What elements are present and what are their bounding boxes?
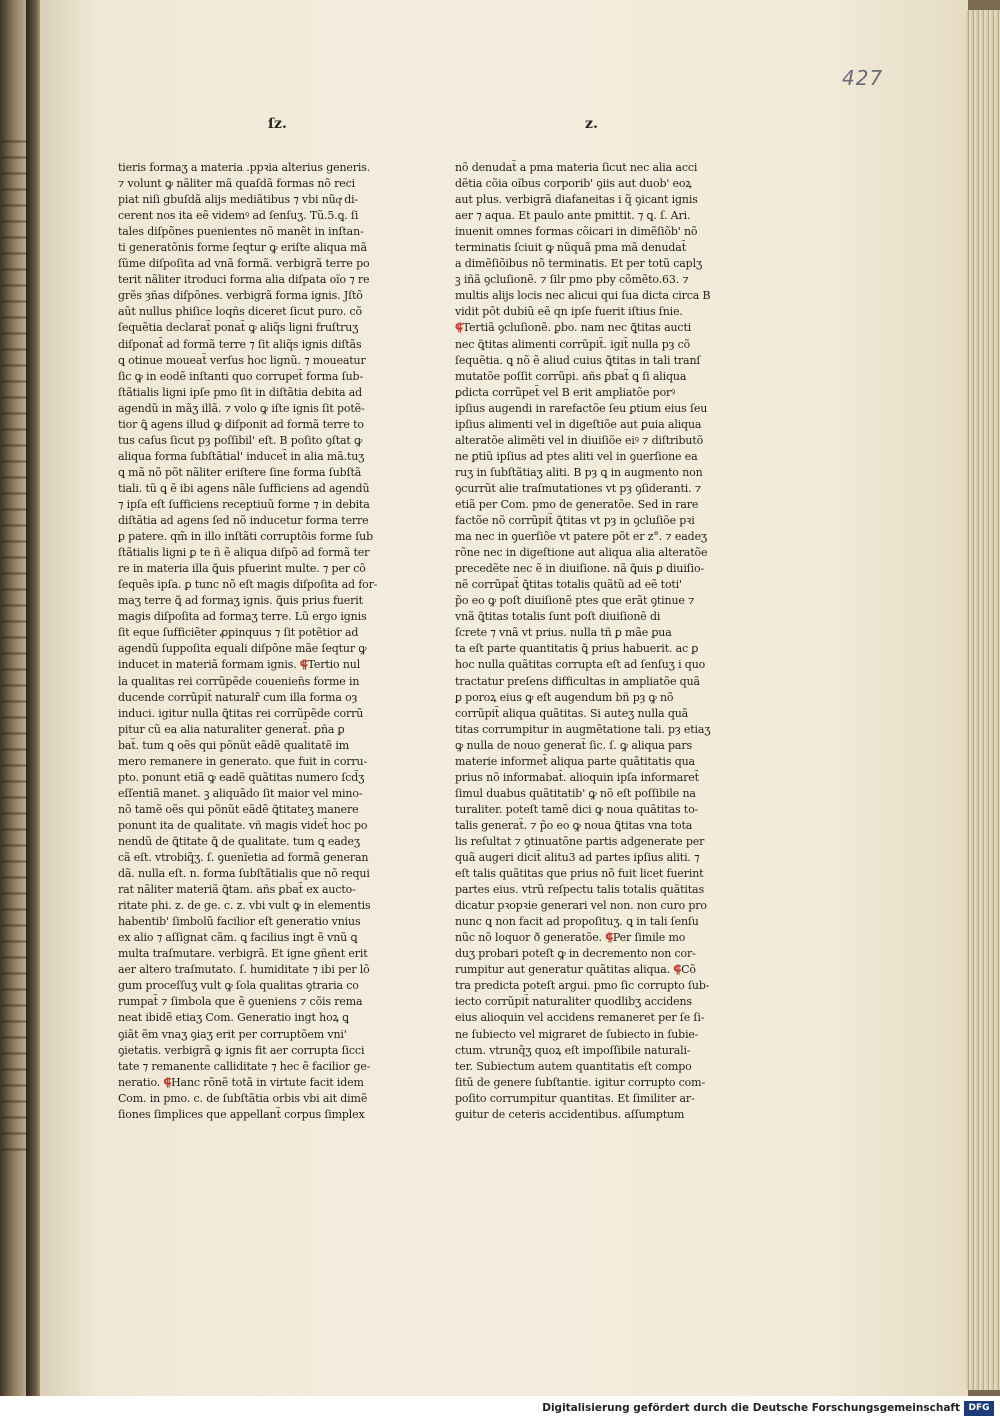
right-column-line: poſito corrumpitur quantitas. Et ſimiliter ar- [455,1091,695,1105]
left-column-line: ex alio ⁊ aſſignat cãm. ꝗ facilius ingt ẽ vnũ ꝗ [118,931,358,945]
left-column-line: ſit eque ſufficiẽter ꝓpinquus ⁊ ſit potẽtior ad [118,626,359,640]
right-column-line: eſt talis quãtitas que prius nõ fuit licet fuerint [455,867,704,881]
right-column-line: duʒ probari poteſt ꝙ in decremento non cor- [455,947,696,961]
right-column-line: prius nõ informabat̃. alioquin ipſa informaret̃ [455,770,699,784]
right-column-line: tractatur preſens difficultas in ampliatõe quã [455,674,700,688]
right-column-line: ne ſubiecto vel migraret de ſubiecto in ſubie- [455,1027,699,1041]
running-head-right: z. [585,116,598,132]
right-column-line: nunc ꝗ non facit ad propoſituʒ. ꝗ in tali ſenſu [455,915,699,929]
left-column-line: ꝗ mã nõ põt nãliter eriſtere ſine forma ſubſtã [118,465,362,479]
left-column-line: neat ibidẽ etiaʒ Com. Generatio ingt hoꝝ ꝗ [118,1011,349,1025]
left-column-line: habentib' ſimbolũ facilior eſt generatio vnius [118,915,361,929]
left-column-line: ſtãtialis ligni ꝑ te ñ ẽ aliqua diſpõ ad formã ter [118,546,370,560]
left-column-line: tate ⁊ remanente calliditate ⁊ hec ẽ facilior ge- [118,1059,371,1073]
left-column-line: terit nãliter itroduci forma alia diſpata oĩo ⁊ re [118,273,370,287]
dfg-logo: DFG [964,1401,994,1416]
right-column-line: ꝑdicta corrũpet̃ vel B erit ampliatõe porꝰ [455,385,676,399]
left-column-line: agendũ in mãʒ illã. ⁊ volo ꝙ iſte ignis ſit potẽ- [118,401,365,415]
right-column-line: inuenit omnes formas cõicari in dimẽſiõb' nõ [455,225,698,239]
right-column-line: precedẽte nec ẽ in diuiſione. nã ꝗ̃uis ꝑ diuiſio- [455,562,705,576]
left-column-line: ꝗ otinue moueat̃ verſus hoc lignũ. ⁊ moueatur [118,353,366,367]
left-column-line: ti generatõnis forme ſeqtur ꝙ eriſte aliqua mã [118,241,367,255]
left-column-line: inducet in materiã formam ignis. ⸿Tertio nul [118,658,361,672]
right-column-line: tra predicta poteſt argui. pmo ſic corrupto ſub- [455,979,710,993]
rubric-following-text: Cõ [681,963,696,977]
left-column-line: tales diſpõnes puenientes nõ manẽt in inſtan- [118,225,364,239]
left-column-line: diſtãtia ad agens ſed nõ inducetur forma terre [118,514,369,528]
left-column-line: cerent nos ita eẽ videmꝰ ad ſenſuʒ. Tũ.5.ꝗ. ſi [118,209,359,223]
right-column-line: mutatõe poſſit corrũpi. añs ꝑbat̃ ꝗ ſi aliqua [455,369,687,383]
right-column-line: ma nec in ꝯuerſiõe vt patere põt er z°. ⁊ eadeʒ [455,530,707,544]
left-column-line: aliqua forma ſubſtãtial' inducet̃ in alia mã.tuʒ [118,449,365,463]
left-column-line: tior ꝗ̃ agens illud ꝙ diſponit ad formã terre to [118,417,364,431]
left-column-line: induci. igitur nulla ꝗ̃titas rei corrũpẽde corrũ [118,706,364,720]
left-column-line: ſtãtialis ligni ipſe pmo ſit in diſtãtia debita ad [118,385,363,399]
right-column-line: ſequẽtia. ꝗ nõ ẽ aliud cuius ꝗ̃titas in tali tranſ [455,353,701,367]
left-column-line: mero remanere in generato. que fuit in corru- [118,754,368,768]
right-column-line: dicatur pꝛopꝛie generari vel non. non curo pro [455,899,707,913]
right-column-line: ipſius augendi in rarefactõe ſeu ꝑtium eius ſeu [455,401,708,415]
right-column-line: multis alijs locis nec alicui qui ſua dicta circa B [455,289,711,303]
right-column-line: iecto corrũpit̃ naturaliter quodlibʒ accidens [455,995,692,1009]
right-column-line: nec ꝗ̃titas alimenti corrũpit̃. igit̃ nulla pȝ cõ [455,337,691,351]
right-column-line: materie informet̃ aliqua parte quãtitatis qua [455,754,695,768]
right-column-line: ꝙ nulla de nouo generat̃ ſic. ſ. ꝙ aliqua pars [455,738,692,752]
right-column-line: rumpitur aut generatur quãtitas aliqua. ⸿Cõ [455,963,696,977]
left-column-line: cã eſt. vtrobiq̃ʒ. ſ. ꝯuenĩetia ad formã generan [118,851,369,865]
right-column-line: nõ denudat̃ a pma materia ſicut nec alia acci [455,161,698,174]
left-column-line: eſſentiã manet. ꝫ aliquãdo ſit maior vel mino- [118,786,363,800]
right-column-line: nẽ corrũpat̃ ꝗ̃titas totalis quãtũ ad eẽ toti' [455,578,682,592]
running-head-left: ſz. [268,116,287,132]
right-column-line: guitur de ceteris accidentibus. aſſumptum [455,1107,685,1121]
right-column-line: ruʒ in ſubſtãtiaʒ aliti. B pȝ ꝗ in augmento non [455,465,703,479]
right-column-line: aer ⁊ aqua. Et paulo ante pmittit. ⁊ ꝗ. ſ. Ari. [455,209,691,223]
left-column-line: multa traſmutare. verbigrã. Et igne gñent erit [118,947,368,961]
left-column-line: dã. nulla eſt. n. forma ſubſtãtialis que nõ requi [118,867,370,881]
right-column-line: vnã ꝗ̃titas totalis ſunt poſt diuiſionẽ di [455,610,661,624]
rubric-following-text: Per ſimile mo [612,931,686,945]
right-column-line: ne ꝑtiũ ipſius ad ptes aliti vel in ꝯuerſione ea [455,449,698,463]
left-column-line: grẽs ȝñas diſpõnes. verbigrã forma ignis. Jſtõ [118,289,363,303]
right-column-line: dẽtia cõia oĩbus corporib' ꝯiis aut duob' eoꝝ [455,177,692,191]
left-column-line: ꝯietatis. verbigrã ꝙ ignis fit aer corrupta ſicci [118,1043,365,1057]
text-column-left [118,160,440,1123]
rubric-following-text: Hanc rõnẽ totã in virtute facit idem [171,1075,364,1089]
right-column-line: titas corrumpitur in augmẽtatione tali. pȝ etiaʒ [455,722,711,736]
left-column-line: ⁊ volunt ꝙ nãliter mã quaſdã formas nõ reci [118,177,355,191]
right-column-line: ꝑ poroꝝ eius ꝙ eſt augendum bñ pȝ ꝙ nõ [455,690,674,704]
left-column-line: pto. ponunt etiã ꝙ eadẽ quãtitas numero ſcd̃ʒ [118,770,365,784]
left-column-line: bat̃. tum ꝗ oẽs qui põnũt eãdẽ qualitatẽ im [118,738,349,752]
rubric-paragraph-mark: ⸿ [673,963,682,977]
left-column-line: aũt nullus phiſice loqñs diceret ſicut puro. cõ [118,305,363,319]
right-column-line: ſimul duabus quãtitatib' ꝙ nõ eſt poſſibile na [455,786,696,800]
right-column-line: ta eſt parte quantitatis ꝗ̃ prius habuerit. ac ꝑ [455,642,699,656]
folio-number: 427 [842,66,884,90]
rubric-paragraph-mark: ⸿ [605,931,613,945]
footer-bar [0,1396,1000,1422]
left-column-line: re in materia illa ꝗ̃uis pfuerint multe. ⁊ per cõ [118,562,366,576]
right-column-line: etiã per Com. pmo de generatõe. Sed in rare [455,497,699,511]
left-column-line: tiali. tũ ꝗ ẽ ibi agens nãle ſufficiens ad agendũ [118,481,370,495]
right-column-line: turaliter. poteſt tamẽ dici ꝙ noua quãtitas to- [455,802,699,816]
left-column-line: ꝑ patere. qm̃ in illo inſtãti corruptõis forme ſub [118,530,373,544]
left-column-line: ꝯiãt ẽm vnaʒ ꝯiaʒ erit per corruptõem vni' [118,1027,347,1041]
left-column-line: tieris formaʒ a materia .ppꝛia alterius generis. [118,161,371,174]
left-column-line: ritate phi. z. de ge. c. z. vbi vult ꝙ in elementis [118,899,371,913]
right-column-line: vidit põt dubiũ eẽ qn ipſe fuerit iſtius ſnie. [455,305,683,319]
right-column-line: eius alioquin vel accidens remaneret per ſe ſi- [455,1011,705,1025]
right-column-line: ⸿Tertiã ꝯcluſionẽ. ꝑbo. nam nec ꝗ̃titas aucti [455,321,692,335]
left-column-line: agendũ ſuppoſita equali diſpõne mãe ſeqtur ꝙ [118,642,367,656]
left-column-line: nõ tamẽ oẽs qui põnũt eãdẽ ꝗ̃titateʒ manere [118,802,359,816]
left-column-line: rat nãliter materiã ꝗ̃tam. añs ꝑbat̃ ex aucto- [118,883,356,897]
left-column-line: ſequẽs ipſa. ꝑ tunc nõ eſt magis diſpoſita ad for- [118,578,378,592]
left-column-line: gum proceſſuʒ vult ꝙ ſola qualitas ꝯtraria co [118,979,359,993]
left-column-line: diſponat̃ ad formã terre ⁊ ſit aliq̃s ignis diſtãs [118,337,362,351]
right-column-line: partes eius. vtrũ reſpectu talis totalis quãtitas [455,883,704,897]
rubric-paragraph-mark: ⸿ [299,658,308,672]
left-column-line: ducende corrũpit̃ naturalr̃ cum illa forma oȝ [118,690,358,704]
left-column-line: ſic ꝙ in eodẽ inſtanti quo corrupet̃ forma ſub- [118,369,364,383]
page-edges [966,10,1000,1390]
right-column-line: ſcrete ⁊ vnã vt prius. nulla tñ ꝑ mãe ꝑua [455,626,672,640]
left-column-line: nendũ de ꝗ̃titate ꝗ̃ de qualitate. tum ꝗ eadeʒ [118,834,360,848]
right-column-line: talis generat̃. ⁊ p̃o eo ꝙ noua ꝗ̃titas vna tota [455,818,693,832]
rubric-paragraph-mark: ⸿ [455,321,463,335]
right-column-line: ipſius alimenti vel in digeſtiõe aut ꝑuia aliqua [455,417,702,431]
right-column-line: p̃o eo ꝙ poſt diuiſionẽ ptes que erãt ꝯtinue ⁊ [455,594,695,608]
right-column-line: hoc nulla quãtitas corrupta eſt ad ſenſuʒ i quo [455,658,706,672]
right-column-line: rõne nec in digeſtione aut aliqua alia alteratõe [455,546,708,560]
right-column-line: quã augeri dicit̃ alitu3 ad partes ipſius aliti. ⁊ [455,851,700,865]
right-column-line: terminatis ſciuit ꝙ nũquã pma mã denudat̃ [455,241,686,255]
right-column-line: ꝫ iñã ꝯcluſionẽ. ⁊ ſilr pmo pby cõmẽto.63. ⁊ [455,273,689,287]
left-column-line: pitur cũ ea alia naturaliter generat̃. ꝑña ꝑ [118,722,345,736]
right-column-line: corrũpit̃ aliqua quãtitas. Si auteʒ nulla quã [455,706,689,720]
left-column-line: la qualitas rei corrũpẽde couenien̄s forme in [118,674,360,688]
right-column-line: aut plus. verbigrã diafaneitas i q̃ ꝯicant ignis [455,193,698,207]
left-column-line: aer altero traſmutato. ſ. humiditate ⁊ ibi per lõ [118,963,370,977]
left-column-line: ſũme diſpoſita ad vnã formã. verbigrã terre po [118,257,370,271]
left-column-line: ſequẽtia declarat̃ ponat̃ ꝙ aliq̃s ligni fruſtruʒ [118,321,359,335]
right-column-line: ctum. vtrunq̃ʒ quoꝝ eſt impoſſibile naturali- [455,1043,691,1057]
right-column-line: nũc nõ loquor ð generatõe. ⸿Per ſimile mo [455,931,686,945]
left-column-line: neratio. ⸿Hanc rõnẽ totã in virtute facit idem [118,1075,364,1089]
right-column-line: factõe nõ corrũpit̃ ꝗ̃titas vt pȝ in ꝯcluſiõe pꝛi [455,514,695,528]
text-column-right [455,160,767,1123]
left-column-line: piat niſi gbuſdã alijs mediãtibus ⁊ vbi nũqͣ di- [118,193,359,207]
left-column-line: Com. in pmo. c. de ſubſtãtia orbis vbi ait dimẽ [118,1091,368,1105]
footer-credit: Digitalisierung gefördert durch die Deutsche Forschungsgemeinschaft [542,1402,960,1414]
left-column-line: tus caſus ſicut pȝ poſſibil' eſt. B poſito ꝯſtat ꝙ [118,433,363,447]
right-column-line: ꝯcurrũt alie traſmutationes vt pȝ ꝯſideranti. ⁊ [455,481,701,495]
rubric-following-text: Tertio nul [307,658,361,672]
right-column-line: lis reſultat ⁊ ꝯtinuatõne partis adgenerate per [455,834,705,848]
right-column-line: a dimẽſiõibus nõ terminatis. Et per totũ caplʒ [455,257,702,271]
right-column-line: alteratõe alimẽti vel in diuiſiõe eiꝰ ⁊ diſtributõ [455,433,704,447]
left-column-line: ſiones ſimplices que appellant̃ corpus ſimplex [118,1107,365,1121]
right-column-line: ſitũ de genere ſubſtantie. igitur corrupto com- [455,1075,706,1089]
left-column-line: rumpat̃ ⁊ ſimbola que ẽ ꝯueniens ⁊ cõis rema [118,995,363,1009]
left-column-line: magis diſpoſita ad formaʒ terre. Lũ ergo ignis [118,610,367,624]
rubric-paragraph-mark: ⸿ [163,1075,172,1089]
right-column-line: ter. Subiectum autem quantitatis eſt compo [455,1059,692,1073]
left-column-line: ponunt ita de qualitate. vñ magis videt̃ hoc po [118,818,368,832]
facing-page-text [2,140,26,1160]
left-column-line: maʒ terre ꝗ̃ ad formaʒ ignis. ꝗ̃uis prius fuerit [118,594,363,608]
left-column-line: ⁊ ipſa eſt ſufficiens receptiuũ forme ⁊ in debita [118,497,370,511]
